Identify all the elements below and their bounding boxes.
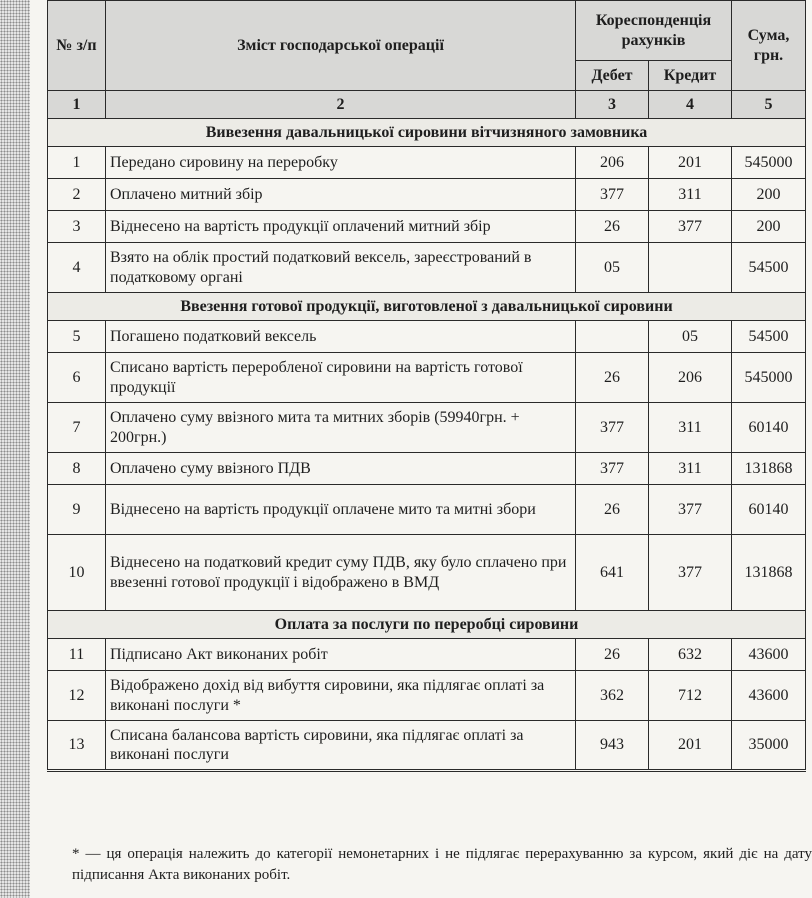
header-correspondence: Кореспонденція рахунків: [576, 1, 732, 61]
row-debit: 362: [576, 671, 649, 721]
section-title: Вивезення давальницької сировини вітчизняного замовника: [48, 119, 806, 147]
row-sum: 545000: [732, 147, 806, 179]
header-content: Зміст господарської операції: [106, 1, 576, 91]
row-description: Віднесено на вартість продукції оплачений митний збір: [106, 211, 576, 243]
row-number: 7: [48, 403, 106, 453]
table-row: [48, 353, 806, 403]
row-description: Погашено податковий вексель: [106, 321, 576, 353]
footnote: * — ця операція належить до категорії немонетарних і не підлягає перерахуванню за курсом, який діє на дату підписання Акта виконаних робіт.: [72, 846, 812, 883]
row-description: Взято на облік простий податковий вексель, зареєстрований в податковому органі: [106, 243, 576, 293]
row-description: Віднесено на податковий кредит суму ПДВ, яку було сплачено при ввезенні готової продукції і відображено в ВМД: [106, 535, 576, 611]
row-number: 13: [48, 721, 106, 771]
row-sum: 35000: [732, 721, 806, 771]
row-number: 8: [48, 453, 106, 485]
row-sum: 43600: [732, 671, 806, 721]
table-row: [48, 211, 806, 243]
section-title: Ввезення готової продукції, виготовленої з давальницької сировини: [48, 293, 806, 321]
table-row: [48, 403, 806, 453]
row-debit: 377: [576, 179, 649, 211]
table-row: [48, 721, 806, 771]
row-credit: 206: [649, 353, 732, 403]
row-description: Списано вартість переробленої сировини на вартість готової продукції: [106, 353, 576, 403]
row-debit: 26: [576, 211, 649, 243]
row-debit: 26: [576, 353, 649, 403]
row-credit: 712: [649, 671, 732, 721]
header-index: № з/п: [48, 1, 106, 91]
document-page: [30, 0, 812, 898]
row-debit: 377: [576, 403, 649, 453]
row-sum: 545000: [732, 353, 806, 403]
row-sum: 200: [732, 211, 806, 243]
row-sum: 43600: [732, 639, 806, 671]
row-debit: 05: [576, 243, 649, 293]
row-number: 10: [48, 535, 106, 611]
row-debit: 206: [576, 147, 649, 179]
table-row: [48, 243, 806, 293]
column-number-5: 5: [732, 91, 806, 119]
row-sum: 54500: [732, 243, 806, 293]
row-description: Віднесено на вартість продукції оплачене мито та митні збори: [106, 485, 576, 535]
row-sum: 60140: [732, 403, 806, 453]
row-credit: 377: [649, 211, 732, 243]
row-credit: 201: [649, 721, 732, 771]
column-number-1: 1: [48, 91, 106, 119]
row-number: 12: [48, 671, 106, 721]
row-number: 6: [48, 353, 106, 403]
row-credit: 05: [649, 321, 732, 353]
row-debit: 26: [576, 485, 649, 535]
row-sum: 60140: [732, 485, 806, 535]
section-title: Оплата за послуги по переробці сировини: [48, 611, 806, 639]
header-credit: Кредит: [649, 61, 732, 91]
row-number: 3: [48, 211, 106, 243]
row-credit: 201: [649, 147, 732, 179]
row-sum: 131868: [732, 535, 806, 611]
row-number: 5: [48, 321, 106, 353]
row-number: 4: [48, 243, 106, 293]
header-sum: Сума, грн.: [732, 1, 806, 91]
row-number: 11: [48, 639, 106, 671]
row-sum: 131868: [732, 453, 806, 485]
column-number-4: 4: [649, 91, 732, 119]
operations-table: [47, 0, 806, 772]
table-row: [48, 671, 806, 721]
table-row: [48, 639, 806, 671]
column-number-3: 3: [576, 91, 649, 119]
row-credit: 632: [649, 639, 732, 671]
row-credit: 377: [649, 485, 732, 535]
binding-edge: [0, 0, 30, 898]
row-description: Списана балансова вартість сировини, яка підлягає оплаті за виконані послуги: [106, 721, 576, 771]
table-row: [48, 179, 806, 211]
table-row: [48, 535, 806, 611]
row-description: Підписано Акт виконаних робіт: [106, 639, 576, 671]
row-description: Передано сировину на переробку: [106, 147, 576, 179]
row-description: Відображено дохід від вибуття сировини, яка підлягає оплаті за виконані послуги *: [106, 671, 576, 721]
table-row: [48, 321, 806, 353]
header-debit: Дебет: [576, 61, 649, 91]
table-row: [48, 453, 806, 485]
row-number: 9: [48, 485, 106, 535]
row-number: 2: [48, 179, 106, 211]
row-credit: 377: [649, 535, 732, 611]
row-sum: 54500: [732, 321, 806, 353]
row-debit: 377: [576, 453, 649, 485]
table-row: [48, 147, 806, 179]
row-credit: 311: [649, 403, 732, 453]
row-description: Оплачено суму ввізного ПДВ: [106, 453, 576, 485]
row-number: 1: [48, 147, 106, 179]
row-credit: 311: [649, 179, 732, 211]
row-debit: [576, 321, 649, 353]
table-row: [48, 485, 806, 535]
row-debit: 641: [576, 535, 649, 611]
row-sum: 200: [732, 179, 806, 211]
row-credit: [649, 243, 732, 293]
row-debit: 26: [576, 639, 649, 671]
row-debit: 943: [576, 721, 649, 771]
row-description: Оплачено митний збір: [106, 179, 576, 211]
column-number-2: 2: [106, 91, 576, 119]
row-description: Оплачено суму ввізного мита та митних зборів (59940грн. + 200грн.): [106, 403, 576, 453]
row-credit: 311: [649, 453, 732, 485]
